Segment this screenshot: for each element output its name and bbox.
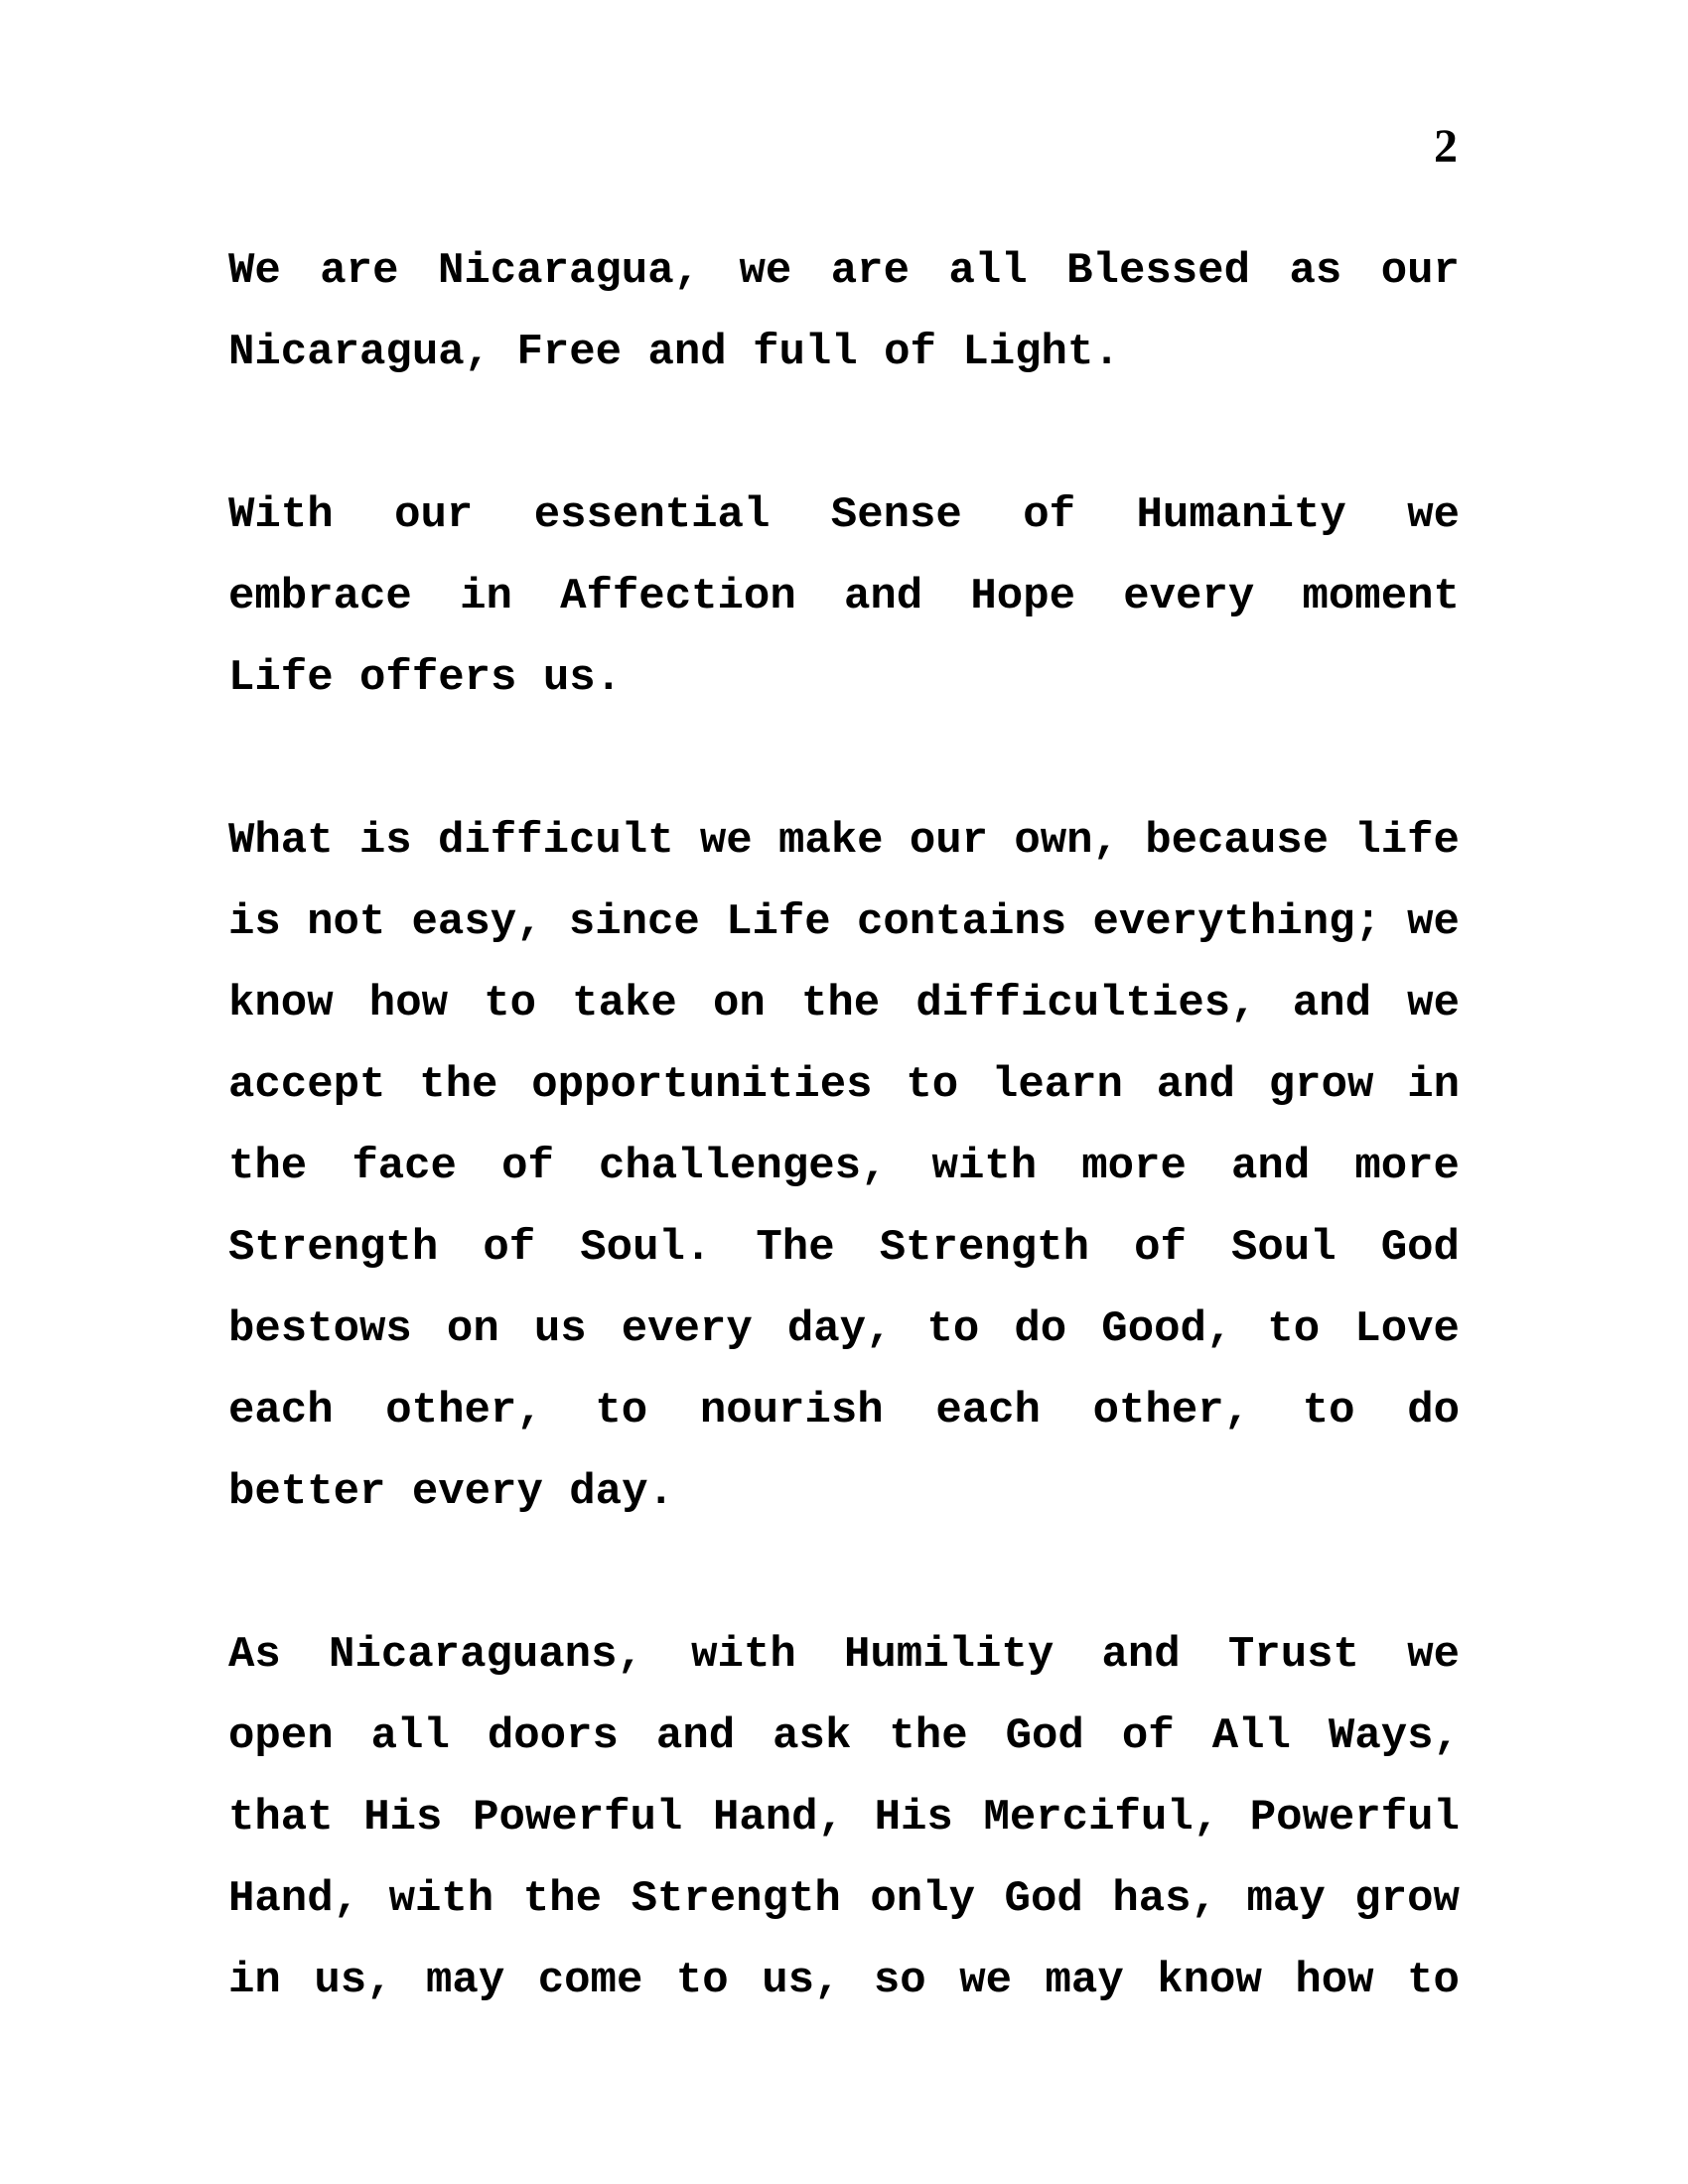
- word: and: [1101, 1630, 1181, 1680]
- word: God: [1380, 1223, 1460, 1273]
- word: so: [873, 1956, 926, 2005]
- text-line: [228, 1614, 1460, 1696]
- word: moment: [1302, 572, 1460, 621]
- word: Merciful,: [983, 1793, 1220, 1843]
- word: more: [1081, 1142, 1187, 1191]
- word: every: [621, 1304, 753, 1354]
- word: all: [948, 246, 1028, 296]
- word: Powerful: [473, 1793, 683, 1843]
- word: may: [426, 1956, 505, 2005]
- word: Life: [726, 897, 831, 947]
- word: of: [1023, 490, 1076, 540]
- word: the: [419, 1060, 498, 1110]
- word: and: [1231, 1142, 1311, 1191]
- word: in: [460, 572, 512, 621]
- document-body: [228, 230, 1460, 2021]
- word: and: [843, 572, 923, 621]
- text-line: [228, 1370, 1460, 1451]
- word: on: [446, 1304, 499, 1354]
- word: only: [870, 1874, 975, 1924]
- word: opportunities: [531, 1060, 873, 1110]
- word: Humility: [844, 1630, 1055, 1680]
- word: to: [926, 1304, 980, 1354]
- word: grow: [1268, 1060, 1374, 1110]
- word: do: [1407, 1386, 1460, 1435]
- word: is: [358, 816, 412, 866]
- word: challenges,: [598, 1142, 888, 1191]
- word: ask: [773, 1711, 852, 1761]
- word: in: [228, 1956, 281, 2005]
- word: that: [228, 1793, 334, 1843]
- text-line: [228, 1858, 1460, 1940]
- word: to: [1407, 1956, 1460, 2005]
- word: and: [1292, 979, 1371, 1028]
- text-line: [228, 963, 1460, 1044]
- word: with: [931, 1142, 1038, 1191]
- word: With: [228, 490, 334, 540]
- word: essential: [533, 490, 771, 540]
- word: Blessed: [1066, 246, 1250, 296]
- word: grow: [1354, 1874, 1460, 1924]
- word: we: [699, 816, 753, 866]
- word: Strength: [228, 1223, 439, 1273]
- word: with: [691, 1630, 796, 1680]
- word: Ways,: [1328, 1711, 1460, 1761]
- word: is: [228, 897, 281, 947]
- word: Soul: [1231, 1223, 1336, 1273]
- text-line: Life offers us.: [228, 653, 623, 703]
- word: easy,: [411, 897, 543, 947]
- word: As: [228, 1630, 281, 1680]
- word: of: [501, 1142, 554, 1191]
- text-line: [228, 475, 1460, 556]
- text-line: [228, 1940, 1460, 2021]
- word: the: [800, 979, 881, 1028]
- word: the: [889, 1711, 968, 1761]
- word: Humanity: [1136, 490, 1346, 540]
- word: are: [830, 246, 910, 296]
- word: know: [1157, 1956, 1262, 2005]
- word: how: [368, 979, 449, 1028]
- word: What: [228, 816, 334, 866]
- word: face: [352, 1142, 457, 1191]
- word: on: [712, 979, 766, 1028]
- word: of: [1134, 1223, 1187, 1273]
- word: Sense: [830, 490, 962, 540]
- word: has,: [1112, 1874, 1217, 1924]
- word: embrace: [228, 572, 412, 621]
- word: us,: [762, 1956, 841, 2005]
- text-line: better every day.: [228, 1467, 674, 1517]
- word: Trust: [1227, 1630, 1359, 1680]
- page-number: 2: [1434, 120, 1458, 173]
- text-line: [228, 1289, 1460, 1370]
- word: we: [1407, 979, 1460, 1028]
- text-line: [228, 882, 1460, 963]
- word: us,: [314, 1956, 393, 2005]
- paragraph: [228, 800, 1460, 1533]
- text-line: [228, 800, 1460, 882]
- word: Good,: [1101, 1304, 1233, 1354]
- word: other,: [1092, 1386, 1251, 1435]
- word: with: [388, 1874, 494, 1924]
- word: we: [1407, 490, 1460, 540]
- word: Nicaraguans,: [329, 1630, 643, 1680]
- word: we: [1407, 1630, 1460, 1680]
- word: each: [935, 1386, 1041, 1435]
- word: in: [1407, 1060, 1460, 1110]
- word: to: [595, 1386, 648, 1435]
- word: Love: [1354, 1304, 1460, 1354]
- word: We: [228, 246, 281, 296]
- word: make: [777, 816, 884, 866]
- word: nourish: [699, 1386, 884, 1435]
- word: life: [1354, 816, 1460, 866]
- word: of: [483, 1223, 536, 1273]
- word: how: [1295, 1956, 1374, 2005]
- paragraph: [228, 230, 1460, 393]
- word: we: [739, 246, 792, 296]
- word: come: [537, 1956, 643, 2005]
- word: day,: [786, 1304, 893, 1354]
- word: every: [1123, 572, 1255, 621]
- word: bestows: [228, 1304, 412, 1354]
- word: may: [1246, 1874, 1326, 1924]
- text-line: [228, 1126, 1460, 1207]
- word: take: [572, 979, 677, 1028]
- word: and: [1156, 1060, 1235, 1110]
- word: as: [1289, 246, 1342, 296]
- text-line: [228, 1696, 1460, 1777]
- word: own,: [1014, 816, 1119, 866]
- word: our: [909, 816, 989, 866]
- word: Affection: [560, 572, 796, 621]
- text-line: Nicaragua, Free and full of Light.: [228, 328, 1120, 377]
- word: are: [320, 246, 399, 296]
- word: other,: [385, 1386, 543, 1435]
- word: difficult: [437, 816, 674, 866]
- word: we: [959, 1956, 1013, 2005]
- word: to: [1302, 1386, 1355, 1435]
- text-line: [228, 230, 1460, 312]
- word: our: [1380, 246, 1460, 296]
- word: contains: [856, 897, 1067, 947]
- word: to: [484, 979, 536, 1028]
- word: Strength: [879, 1223, 1089, 1273]
- paragraph: [228, 475, 1460, 719]
- word: we: [1407, 897, 1460, 947]
- word: our: [394, 490, 474, 540]
- word: to: [675, 1956, 729, 2005]
- word: more: [1354, 1142, 1460, 1191]
- word: doors: [487, 1711, 619, 1761]
- word: Hope: [970, 572, 1076, 621]
- text-line: [228, 1777, 1460, 1858]
- word: each: [228, 1386, 334, 1435]
- text-line: [228, 1044, 1460, 1126]
- word: and: [655, 1711, 736, 1761]
- word: to: [906, 1060, 959, 1110]
- word: Hand,: [228, 1874, 360, 1924]
- text-line: [228, 1207, 1460, 1289]
- word: Strength: [631, 1874, 841, 1924]
- word: all: [370, 1711, 450, 1761]
- paragraph: [228, 1614, 1460, 2021]
- word: open: [228, 1711, 334, 1761]
- word: the: [228, 1142, 308, 1191]
- word: since: [568, 897, 700, 947]
- word: may: [1045, 1956, 1124, 2005]
- word: God: [1005, 1711, 1084, 1761]
- word: Hand,: [712, 1793, 844, 1843]
- word: difficulties,: [915, 979, 1257, 1028]
- word: accept: [228, 1060, 386, 1110]
- word: All: [1211, 1711, 1291, 1761]
- word: God: [1004, 1874, 1083, 1924]
- word: The: [756, 1223, 835, 1273]
- word: the: [522, 1874, 602, 1924]
- word: do: [1014, 1304, 1067, 1354]
- word: because: [1145, 816, 1330, 866]
- word: not: [307, 897, 386, 947]
- word: His: [874, 1793, 953, 1843]
- word: everything;: [1092, 897, 1381, 947]
- text-line: [228, 556, 1460, 637]
- word: learn: [991, 1060, 1123, 1110]
- word: know: [228, 979, 334, 1028]
- word: Soul.: [580, 1223, 712, 1273]
- word: Nicaragua,: [437, 246, 701, 296]
- word: Powerful: [1249, 1793, 1460, 1843]
- word: His: [363, 1793, 443, 1843]
- word: to: [1267, 1304, 1321, 1354]
- word: us: [533, 1304, 587, 1354]
- word: of: [1121, 1711, 1175, 1761]
